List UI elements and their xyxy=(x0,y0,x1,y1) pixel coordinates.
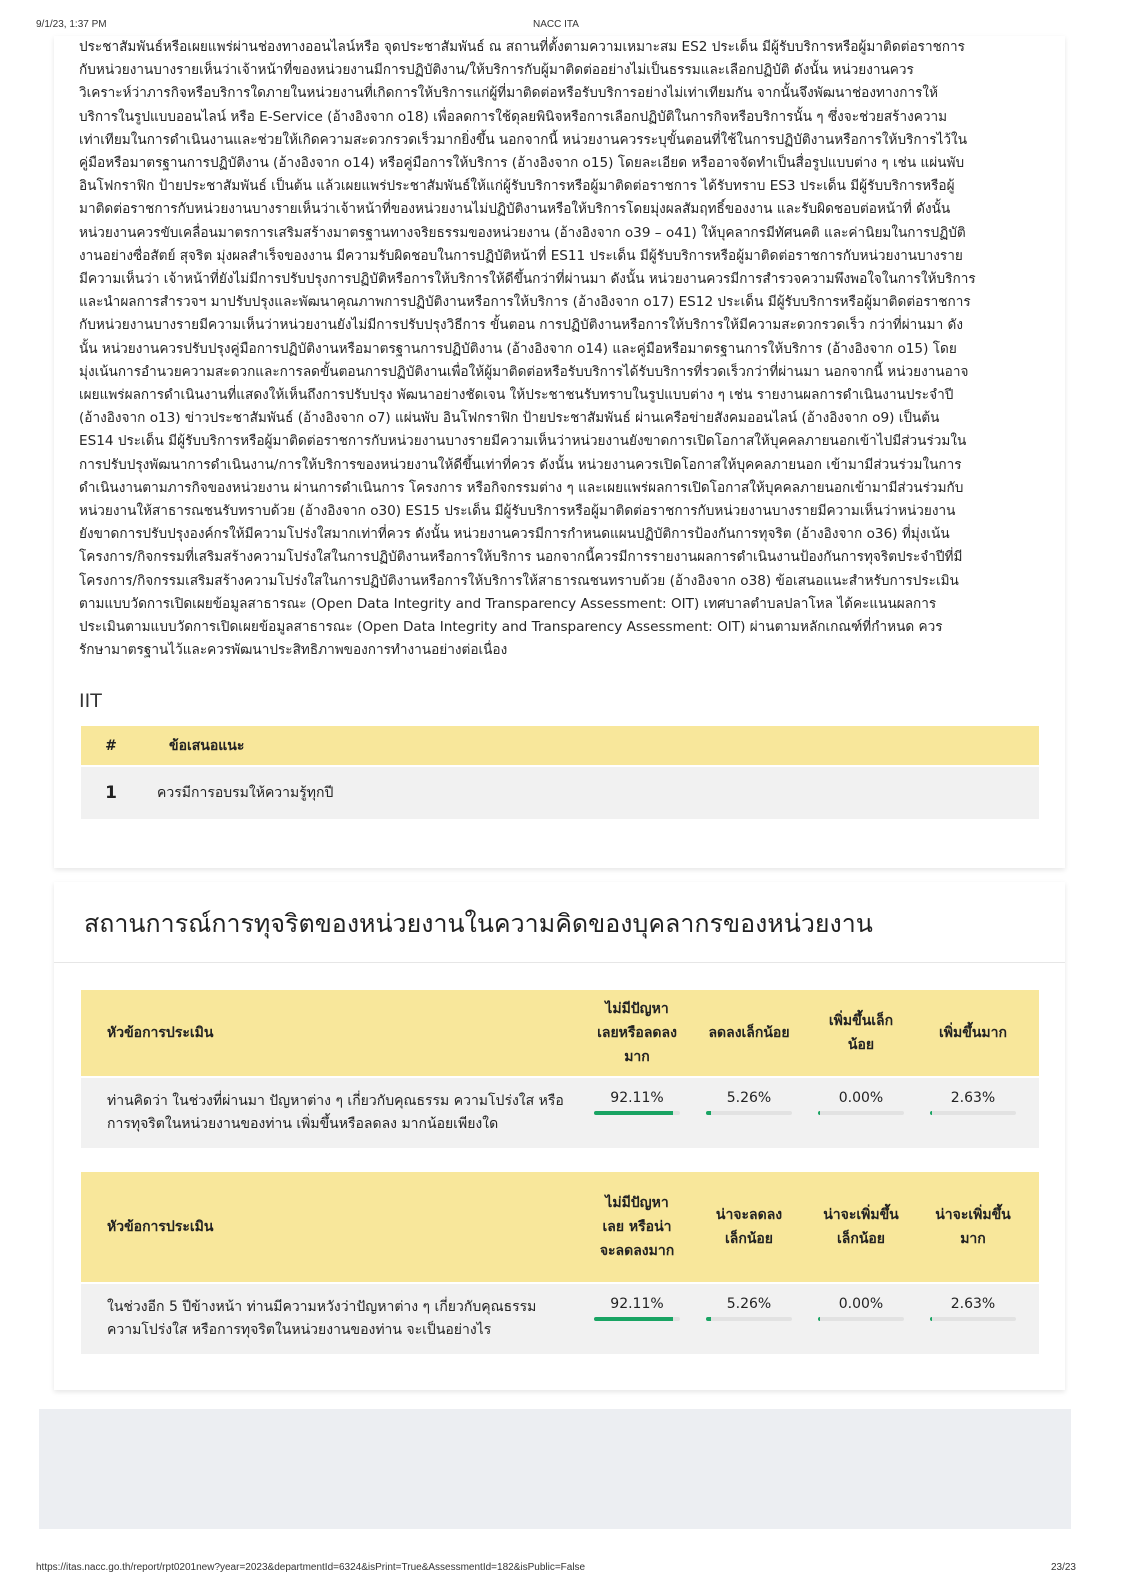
question-text: ในช่วงอีก 5 ปีข้างหน้า ท่านมีความหวังว่าปัญหาต่าง ๆ เกี่ยวกับคุณธรรม ความโปร่งใส หรือการทุจริตในหน่วยงานของท่าน จะเป็นอย่างไร xyxy=(107,1299,537,1338)
paragraph-line: ยังขาดการปรับปรุงองค์กรให้มีความโปร่งใสมากเท่าที่ควร ดังนั้น หน่วยงานควรมีการกำหนดแผนปฏิบัติการป้องกันการทุจริต (อ้างอิงจาก o36) ที่มุ่งเน้น xyxy=(79,526,950,543)
progress-bar xyxy=(818,1317,904,1321)
paragraph-line: หน่วยงานควรขับเคลื่อนมาตรการเสริมสร้างมาตรฐานทางจริยธรรมของหน่วยงาน (อ้างอิงจาก o39 – o41) ให้บุคลากรมีทัศนคติ และค่านิยมในการปฏิบัติ xyxy=(79,224,966,241)
print-url: https://itas.nacc.go.th/report/rpt0201new?year=2023&departmentId=6324&isPrint=True&AssessmentId=182&isPublic=False xyxy=(36,1562,586,1573)
table-row xyxy=(81,1284,1039,1354)
recommendation-paragraph xyxy=(79,36,1039,662)
paragraph-line: งานอย่างซื่อสัตย์ สุจริต มุ่งผลสำเร็จของงาน มีความรับผิดชอบในการปฏิบัติหน้าที่ ES11 ประเด็น มีผู้รับบริการหรือผู้มาติดต่อราชการกับหน่วยงานบางราย xyxy=(79,247,963,264)
paragraph-line: ประเมินตามแบบวัดการเปิดเผยข้อมูลสาธารณะ (Open Data Integrity and Transparency Assessment: OIT) ผ่านตามหลักเกณฑ์ที่กำหนด ควร xyxy=(79,619,943,636)
paragraph-line: มุ่งเน้นการอำนวยความสะดวกและการลดขั้นตอนการปฏิบัติงานเพื่อให้ผู้มาติดต่อหรือรับบริการได้รับบริการที่รวดเร็วกว่าที่ผ่านมา นอกจากนี้ หน่วยงานอาจ xyxy=(79,363,969,380)
percent-value: 2.63% xyxy=(950,1090,996,1106)
progress-fill xyxy=(818,1317,820,1321)
progress-bar xyxy=(930,1111,1016,1115)
progress-fill xyxy=(706,1317,711,1321)
percent-value: 5.26% xyxy=(726,1090,772,1106)
evaluation-table-future xyxy=(81,1172,1039,1354)
percent-value: 2.63% xyxy=(950,1296,996,1312)
section-title: สถานการณ์การทุจริตของหน่วยงานในความคิดของบุคลากรของหน่วยงาน xyxy=(84,909,873,938)
progress-bar xyxy=(594,1317,680,1321)
col-header: ไม่มีปัญหาเลย หรือน่าจะลดลงมาก xyxy=(599,1195,675,1259)
table-header xyxy=(81,726,1039,765)
percent-value: 0.00% xyxy=(838,1296,884,1312)
progress-fill xyxy=(594,1111,673,1115)
evaluation-table-past xyxy=(81,990,1039,1148)
paragraph-line: โครงการ/กิจกรรมเสริมสร้างความโปร่งใสในการปฏิบัติงานหรือการให้บริการให้สาธารณชนทราบด้วย (อ้างอิงจาก o38) ข้อเสนอแนะสำหรับการประเมิน xyxy=(79,572,959,589)
divider xyxy=(54,962,1065,963)
paragraph-line: วิเคราะห์ว่าภารกิจหรือบริการใดภายในหน่วยงานที่เกิดการให้บริการแก่ผู้ที่มาติดต่อหรือรับบริการอย่างไม่เท่าเทียมกัน จากนั้นจึงพัฒนาช่องทางการให้ xyxy=(79,85,938,102)
table-header xyxy=(81,1172,1039,1282)
value-cell xyxy=(694,1078,804,1148)
col-header: ไม่มีปัญหาเลยหรือลดลงมาก xyxy=(597,1001,677,1065)
paragraph-line: โครงการ/กิจกรรมที่เสริมสร้างความโปร่งใสในการปฏิบัติงานหรือการให้บริการ นอกจากนี้ควรมีการรายงานผลการดำเนินงานป้องกันการทุจริตประจำปีที่มี xyxy=(79,549,963,566)
value-cell xyxy=(918,1078,1028,1148)
paragraph-line: บริการในรูปแบบออนไลน์ หรือ E-Service (อ้างอิงจาก o18) เพื่อลดการใช้ดุลยพินิจหรือการเลือกปฏิบัติในการกิจหรือบริการนั้น ๆ ซึ่งจะช่วยสร้างความ xyxy=(79,108,948,125)
paragraph-line: อินโฟกราฟิก ป้ายประชาสัมพันธ์ เป็นต้น แล้วเผยแพร่ประชาสัมพันธ์ให้แก่ผู้รับบริการหรือผู้มาติดต่อราชการ ได้รับทราบ ES3 ประเด็น มีผู้รับบริการหรือผู้ xyxy=(79,178,955,195)
table-row xyxy=(81,767,1039,819)
iit-label: IIT xyxy=(79,690,102,712)
col-header: ลดลงเล็กน้อย xyxy=(708,1025,790,1041)
percent-value: 0.00% xyxy=(838,1090,884,1106)
progress-fill xyxy=(594,1317,673,1321)
paragraph-line: การปรับปรุงพัฒนาการดำเนินงาน/การให้บริการของหน่วยงานให้ดีขึ้นเท่าที่ควร ดังนั้น หน่วยงานควรเปิดโอกาสให้บุคคลภายนอก เข้ามามีส่วนร่วมในการ xyxy=(79,456,962,473)
paragraph-line: คู่มือหรือมาตรฐานการปฏิบัติงาน (อ้างอิงจาก o14) หรือคู่มือการให้บริการ (อ้างอิงจาก o15) โดยละเอียด หรืออาจจัดทำเป็นสื่อรูปแบบต่าง ๆ เช่น แผ่นพับ xyxy=(79,155,965,172)
print-datetime: 9/1/23, 1:37 PM xyxy=(36,19,107,30)
question-header: หัวข้อการประเมิน xyxy=(107,1025,214,1041)
percent-value: 92.11% xyxy=(610,1296,664,1312)
paragraph-line: นั้น หน่วยงานควรปรับปรุงคู่มือการปฏิบัติงานหรือมาตรฐานการปฏิบัติงาน (อ้างอิงจาก o14) และคู่มือหรือมาตรฐานการให้บริการ (อ้างอิงจาก o15) โดย xyxy=(79,340,957,357)
paragraph-line: เผยแพร่ผลการดำเนินงานที่แสดงให้เห็นถึงการปรับปรุง พัฒนาอย่างชัดเจน ให้ประชาชนรับทราบในรูปแบบต่าง ๆ เช่น รายงานผลการดำเนินงานประจำปี xyxy=(79,387,954,404)
progress-bar xyxy=(594,1111,680,1115)
value-cell xyxy=(582,1284,692,1354)
value-cell xyxy=(806,1284,916,1354)
progress-fill xyxy=(818,1111,820,1115)
recommendation-card xyxy=(54,36,1065,868)
paragraph-line: กับหน่วยงานบางรายเห็นว่าเจ้าหน้าที่ของหน่วยงานมีการปฏิบัติงาน/ให้บริการกับผู้มาติดต่ออย่างไม่เป็นธรรมและเลือกปฏิบัติ ดังนั้น หน่วยงานควร xyxy=(79,62,914,79)
question-header: หัวข้อการประเมิน xyxy=(107,1219,214,1235)
progress-fill xyxy=(930,1111,932,1115)
row-number: 1 xyxy=(105,783,117,803)
paragraph-line: มีความเห็นว่า เจ้าหน้าที่ยังไม่มีการปรับปรุงการปฏิบัติหรือการให้บริการให้ดีขึ้นกว่าที่ผ่านมา ดังนั้น หน่วยงานควรมีการสำรวจความพึงพอใจในการให้บริการ xyxy=(79,271,976,288)
print-header xyxy=(36,19,1076,33)
col-header: น่าจะเพิ่มขึ้นมาก xyxy=(935,1207,1011,1247)
page-footer-area xyxy=(39,1409,1071,1529)
paragraph-line: ตามแบบวัดการเปิดเผยข้อมูลสาธารณะ (Open Data Integrity and Transparency Assessment: OIT) เทศบาลตำบลปลาโหล ได้คะแนนผลการ xyxy=(79,595,937,612)
col-number-header: # xyxy=(105,737,117,754)
progress-fill xyxy=(930,1317,932,1321)
progress-bar xyxy=(818,1111,904,1115)
paragraph-line: กับหน่วยงานบางรายมีความเห็นว่าหน่วยงานยังไม่มีการปรับปรุงวิธีการ ขั้นตอน การปฏิบัติงานหรือการให้บริการให้มีความสะดวกรวดเร็ว กว่าที่ผ่านมา ดัง xyxy=(79,317,963,334)
paragraph-line: (อ้างอิงจาก o13) ข่าวประชาสัมพันธ์ (อ้างอิงจาก o7) แผ่นพับ อินโฟกราฟิก ป้ายประชาสัมพันธ์ ผ่านเครือข่ายสังคมออนไลน์ (อ้างอิงจาก o9) เป็นต้น xyxy=(79,410,940,427)
print-title: NACC ITA xyxy=(533,19,579,30)
print-footer xyxy=(36,1562,1076,1576)
col-suggestion-header: ข้อเสนอแนะ xyxy=(169,737,245,754)
col-header: เพิ่มขึ้นเล็กน้อย xyxy=(828,1013,894,1053)
col-header: น่าจะลดลงเล็กน้อย xyxy=(715,1207,783,1247)
table-row xyxy=(81,1078,1039,1148)
iit-suggestion-table xyxy=(81,726,1039,819)
corruption-situation-card xyxy=(54,882,1065,1390)
progress-bar xyxy=(930,1317,1016,1321)
value-cell xyxy=(694,1284,804,1354)
table-header xyxy=(81,990,1039,1076)
progress-bar xyxy=(706,1111,792,1115)
paragraph-line: ES14 ประเด็น มีผู้รับบริการหรือผู้มาติดต่อราชการกับหน่วยงานบางรายมีความเห็นว่าหน่วยงานยังขาดการเปิดโอกาสให้บุคคลภายนอกเข้าไปมีส่วนร่วมใน xyxy=(79,433,967,450)
progress-fill xyxy=(706,1111,711,1115)
row-suggestion: ควรมีการอบรมให้ความรู้ทุกปี xyxy=(157,785,334,801)
paragraph-line: รักษามาตรฐานไว้และควรพัฒนาประสิทธิภาพของการทำงานอย่างต่อเนื่อง xyxy=(79,642,508,659)
paragraph-line: มาติดต่อราชการกับหน่วยงานบางรายเห็นว่าเจ้าหน้าที่ของหน่วยงานไม่ปฏิบัติงานหรือให้บริการโดยมุ่งผลสัมฤทธิ์ของงาน และรับผิดชอบต่อหน้าที่ ดังนั้น xyxy=(79,201,951,218)
col-header: เพิ่มขึ้นมาก xyxy=(939,1025,1007,1041)
value-cell xyxy=(918,1284,1028,1354)
progress-bar xyxy=(706,1317,792,1321)
value-cell xyxy=(582,1078,692,1148)
col-header: น่าจะเพิ่มขึ้นเล็กน้อย xyxy=(823,1207,899,1247)
paragraph-line: หน่วยงานให้สาธารณชนรับทราบด้วย (อ้างอิงจาก o30) ES15 ประเด็น มีผู้รับบริการหรือผู้มาติดต่อราชการกับหน่วยงานบางรายมีความเห็นว่าหน่วยงาน xyxy=(79,503,956,520)
paragraph-line: ดำเนินงานตามภารกิจของหน่วยงาน ผ่านการดำเนินการ โครงการ หรือกิจกรรมต่าง ๆ และเผยแพร่ผลการเปิดโอกาสให้บุคคลภายนอกเข้ามามีส่วนร่วมกับ xyxy=(79,479,964,496)
page-number: 23/23 xyxy=(1050,1562,1076,1573)
question-text: ท่านคิดว่า ในช่วงที่ผ่านมา ปัญหาต่าง ๆ เกี่ยวกับคุณธรรม ความโปร่งใส หรือการทุจริตในหน่วยงานของท่าน เพิ่มขึ้นหรือลดลง มากน้อยเพียงใด xyxy=(107,1093,564,1132)
value-cell xyxy=(806,1078,916,1148)
paragraph-line: เท่าเทียมในการดำเนินงานและช่วยให้เกิดความสะดวกรวดเร็วมากยิ่งขึ้น นอกจากนี้ หน่วยงานควรระบุขั้นตอนที่ใช้ในการปฏิบัติงานหรือการให้บริการไว้ใน xyxy=(79,131,967,148)
percent-value: 92.11% xyxy=(610,1090,664,1106)
percent-value: 5.26% xyxy=(726,1296,772,1312)
paragraph-line: และนำผลการสำรวจฯ มาปรับปรุงและพัฒนาคุณภาพการปฏิบัติงานหรือการให้บริการ (อ้างอิงจาก o17) ES12 ประเด็น มีผู้รับบริการหรือผู้มาติดต่อราชการ xyxy=(79,294,971,311)
paragraph-line: ประชาสัมพันธ์หรือเผยแพร่ผ่านช่องทางออนไลน์หรือ จุดประชาสัมพันธ์ ณ สถานที่ตั้งตามความเหมาะสม ES2 ประเด็น มีผู้รับบริการหรือผู้มาติดต่อราชการ xyxy=(79,39,965,55)
